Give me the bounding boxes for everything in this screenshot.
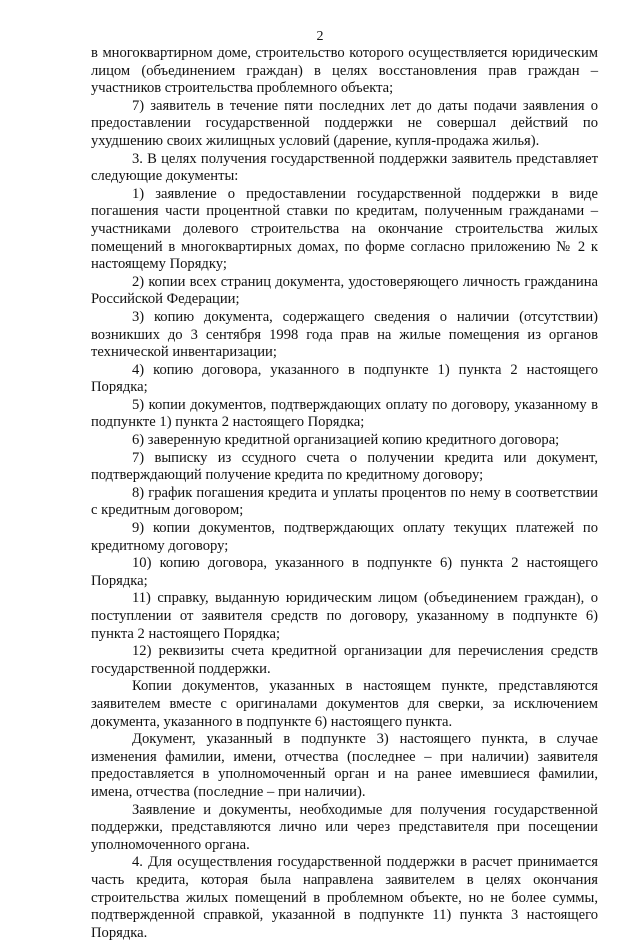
paragraph: Документ, указанный в подпункте 3) настоящего пункта, в случае изменения фамилии, имени, отчества (последнее – при наличии) заявителя предоставляется в уполномоченный орган и на ранее имевшиеся фамилии, имена, отчества (последние – при наличии).	[91, 731, 598, 800]
document-body	[91, 45, 598, 942]
paragraph: Копии документов, указанных в настоящем пункте, представляются заявителем вместе с оригиналами документов для сверки, за исключением документа, указанного в подпункте 6) настоящего пункта.	[91, 678, 598, 730]
paragraph: 11) справку, выданную юридическим лицом (объединением граждан), о поступлении от заявителя средств по договору, указанному в подпункте 6) пункта 2 настоящего Порядка;	[91, 590, 598, 642]
paragraph: Заявление и документы, необходимые для получения государственной поддержки, представляются лично или через представителя при посещении уполномоченного органа.	[91, 801, 598, 853]
paragraph: 8) график погашения кредита и уплаты процентов по нему в соответствии с кредитным договором;	[91, 484, 598, 519]
paragraph: 7) выписку из ссудного счета о получении кредита или документ, подтверждающий получение кредита по кредитному договору;	[91, 449, 598, 484]
paragraph: 5) копии документов, подтверждающих оплату по договору, указанному в подпункте 1) пункта 2 настоящего Порядка;	[91, 396, 598, 431]
paragraph: 3. В целях получения государственной поддержки заявитель представляет следующие документы:	[91, 150, 598, 185]
paragraph: 3) копию документа, содержащего сведения о наличии (отсутствии) возникших до 3 сентября 1998 года прав на жилые помещения из органов технической инвентаризации;	[91, 308, 598, 361]
paragraph: 1) заявление о предоставлении государственной поддержки в виде погашения части процентной ставки по кредитам, полученным гражданами – участниками долевого строительства на окончание строительства жилых помещений в многоквартирных домах, по форме согласно приложению № 2 к настоящему Порядку;	[91, 185, 598, 273]
paragraph: 4. Для осуществления государственной поддержки в расчет принимается часть кредита, которая была направлена заявителем в целях окончания строительства жилых помещений в проблемном объекте, но не более суммы, подтвержденной справкой, указанной в подпункте 11) пункта 3 настоящего Порядка.	[91, 854, 598, 941]
paragraph: 6) заверенную кредитной организацией копию кредитного договора;	[132, 432, 560, 449]
paragraph: 2) копии всех страниц документа, удостоверяющего личность гражданина Российской Федерации;	[91, 273, 598, 308]
page-number: 2	[316, 29, 324, 44]
paragraph: в многоквартирном доме, строительство которого осуществляется юридическим лицом (объединением граждан) в целях восстановления прав граждан – участников строительства проблемного объекта;	[91, 45, 598, 97]
paragraph: 10) копию договора, указанного в подпункте 6) пункта 2 настоящего Порядка;	[91, 555, 598, 589]
paragraph: 12) реквизиты счета кредитной организации для перечисления средств государственной поддержки.	[91, 643, 598, 677]
paragraph: 7) заявитель в течение пяти последних лет до даты подачи заявления о предоставлении государственной поддержки не совершал действий по ухудшению своих жилищных условий (дарение, купля-продажа жилья).	[91, 97, 598, 149]
paragraph: 4) копию договора, указанного в подпункте 1) пункта 2 настоящего Порядка;	[91, 361, 598, 396]
paragraph: 9) копии документов, подтверждающих оплату текущих платежей по кредитному договору;	[91, 520, 598, 554]
